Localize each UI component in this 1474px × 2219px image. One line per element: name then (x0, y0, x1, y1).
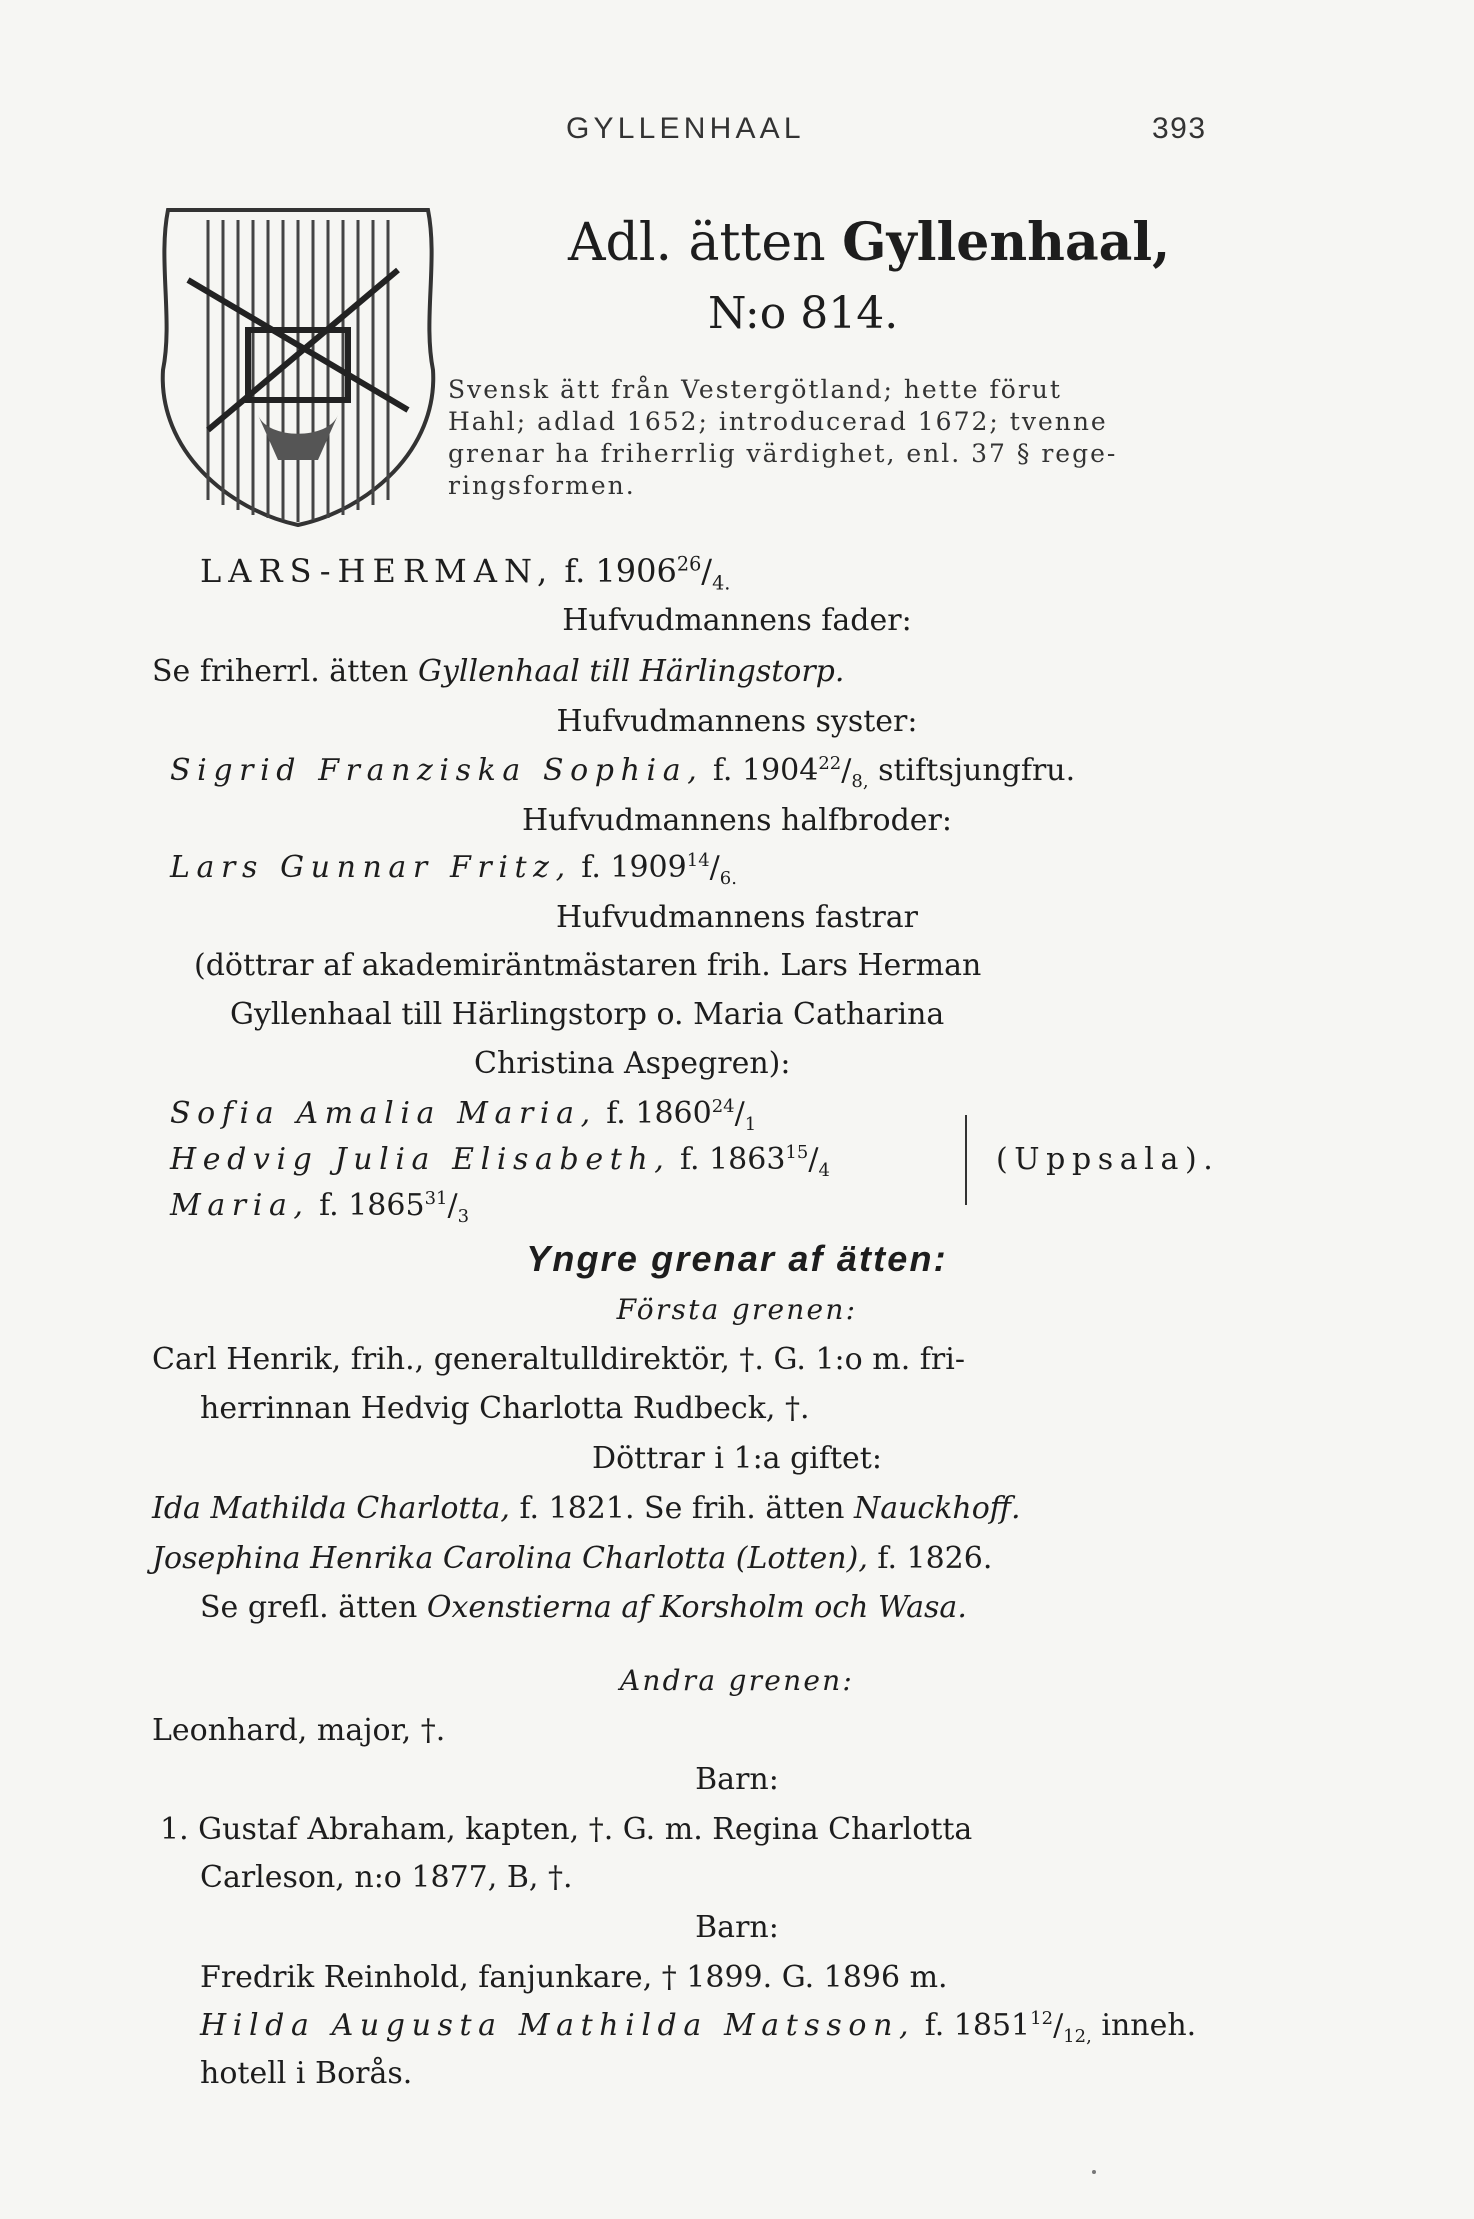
cross-reference: Oxenstierna af Korsholm och Wasa. (426, 1590, 967, 1625)
birth-date: f. 1904 (712, 753, 819, 788)
birth-date: f. 1906 (564, 552, 677, 590)
spouse-entry-line: Hilda Augusta Mathilda Matsson, f. $1851^{12}/_{12,}$ inneh. (200, 2008, 1197, 2047)
date-sub: 1 (744, 1114, 757, 1135)
head-of-family-line: LARS-HERMAN, f. $1906^{26}/_{4.}$ (200, 552, 731, 595)
aunts-note-line: Christina Aspegren): (474, 1046, 791, 1081)
date-sup: 12 (1030, 2008, 1054, 2029)
intro-line: grenar ha friherrlig värdighet, enl. 37 § rege- (448, 439, 1118, 468)
spouse-entry-line: hotell i Borås. (200, 2056, 413, 2091)
spouse-note: inneh. (1101, 2008, 1197, 2043)
family-heading (568, 212, 1170, 273)
sister-note: stiftsjungfru. (878, 753, 1076, 788)
intro-line: Hahl; adlad 1652; introducerad 1672; tvenne (448, 407, 1108, 436)
date-sub: 4 (818, 1160, 830, 1181)
father-heading: Hufvudmannens fader: (562, 603, 912, 638)
daughter-entry (152, 1541, 992, 1576)
child-entry-line: Carleson, n:o 1877, B, †. (200, 1860, 573, 1895)
birth-date: f. 1863 (679, 1142, 786, 1177)
family-number: N:o 814. (708, 288, 899, 339)
date-sub: 6. (719, 868, 737, 889)
sister-line: Sigrid Franziska Sophia, f. $1904^{22}/_{8,}$ stiftsjungfru. (170, 753, 1076, 792)
running-head (0, 112, 1474, 152)
date-sub: 4. (712, 571, 731, 595)
branch-text-line: Carl Henrik, frih., generaltulldirektör, †. G. 1:o m. fri- (152, 1342, 965, 1377)
aunt-entry: Hedvig Julia Elisabeth, f. $1863^{15}/_4$ (170, 1142, 830, 1181)
aunts-note-line: Gyllenhaal till Härlingstorp o. Maria Catharina (230, 997, 945, 1032)
branch-heading: Andra grenen: (619, 1664, 855, 1697)
daughter-name: Josephina Henrika Carolina Charlotta (Lotten), (152, 1541, 868, 1576)
halfbrother-name: Lars Gunnar Fritz, (170, 850, 572, 885)
aunt-entry: Sofia Amalia Maria, f. $1860^{24}/_1$ (170, 1096, 757, 1135)
aunts-heading: Hufvudmannens fastrar (555, 900, 919, 935)
brace (965, 1115, 985, 1205)
date-sup: 15 (785, 1142, 809, 1163)
intro-line: ringsformen. (448, 471, 636, 500)
date-sub: 8, (851, 771, 869, 792)
birth-date: f. 1860 (606, 1096, 712, 1131)
date-sup: 14 (686, 850, 710, 871)
child-entry-line: 1. Gustaf Abraham, kapten, †. G. m. Regina Charlotta (160, 1812, 973, 1847)
cross-reference: Nauckhoff. (853, 1491, 1021, 1526)
coat-of-arms-icon (148, 200, 448, 530)
page-number: 393 (1152, 112, 1207, 145)
aunt-name: Sofia Amalia Maria, (170, 1096, 597, 1131)
aunt-entry: Maria, f. $1865^{31}/_3$ (170, 1188, 470, 1227)
date-sub: 12, (1063, 2026, 1092, 2047)
running-title: GYLLENHAAL (566, 112, 805, 145)
birth-date: f. 1851 (924, 2008, 1031, 2043)
date-sub: 3 (457, 1206, 470, 1227)
birth-date: f. 1821. Se frih. ätten (519, 1491, 845, 1526)
aunts-place: (Uppsala). (996, 1142, 1220, 1177)
cross-reference: Gyllenhaal till Härlingstorp. (417, 654, 845, 689)
date-sup: 31 (424, 1188, 448, 1209)
print-speck (1092, 2170, 1096, 2174)
father-line (152, 654, 844, 689)
birth-date: f. 1826. (877, 1541, 993, 1576)
daughter-entry (152, 1491, 1021, 1526)
grandchild-entry-line: Fredrik Reinhold, fanjunkare, † 1899. G. 1896 m. (200, 1960, 948, 1995)
aunt-name: Maria, (170, 1188, 310, 1223)
sister-heading: Hufvudmannens syster: (556, 704, 918, 739)
sister-name: Sigrid Franziska Sophia, (170, 753, 704, 788)
heading-prefix: Adl. ätten (568, 213, 826, 273)
head-of-family-name: LARS-HERMAN, (200, 552, 555, 590)
family-name: Gyllenhaal, (842, 212, 1171, 273)
see-prefix: Se friherrl. ätten (152, 654, 409, 689)
daughters-heading: Döttrar i 1:a giftet: (592, 1441, 882, 1476)
aunts-note-line: (döttrar af akademiräntmästaren frih. Lars Herman (194, 948, 982, 983)
birth-date: f. 1909 (581, 850, 687, 885)
see-prefix: Se grefl. ätten (200, 1590, 418, 1625)
branch-heading: Första grenen: (616, 1293, 858, 1326)
halfbrother-heading: Hufvudmannens halfbroder: (522, 803, 952, 838)
children-heading: Barn: (695, 1762, 779, 1797)
intro-line: Svensk ätt från Vestergötland; hette förut (448, 375, 1062, 404)
see-line (200, 1590, 967, 1625)
aunt-name: Hedvig Julia Elisabeth, (170, 1142, 671, 1177)
section-heading: Yngre grenar af ätten: (526, 1238, 948, 1279)
halfbrother-line: Lars Gunnar Fritz, f. $1909^{14}/_{6.}$ (170, 850, 737, 889)
children-heading: Barn: (695, 1910, 779, 1945)
date-sup: 22 (818, 753, 842, 774)
birth-date: f. 1865 (319, 1188, 425, 1223)
daughter-name: Ida Mathilda Charlotta, (152, 1491, 510, 1526)
leonhard-line: Leonhard, major, †. (152, 1713, 446, 1748)
spouse-name: Hilda Augusta Mathilda Matsson, (200, 2008, 916, 2043)
date-sup: 24 (711, 1096, 735, 1117)
date-sup: 26 (676, 552, 702, 576)
branch-text-line: herrinnan Hedvig Charlotta Rudbeck, †. (200, 1391, 810, 1426)
